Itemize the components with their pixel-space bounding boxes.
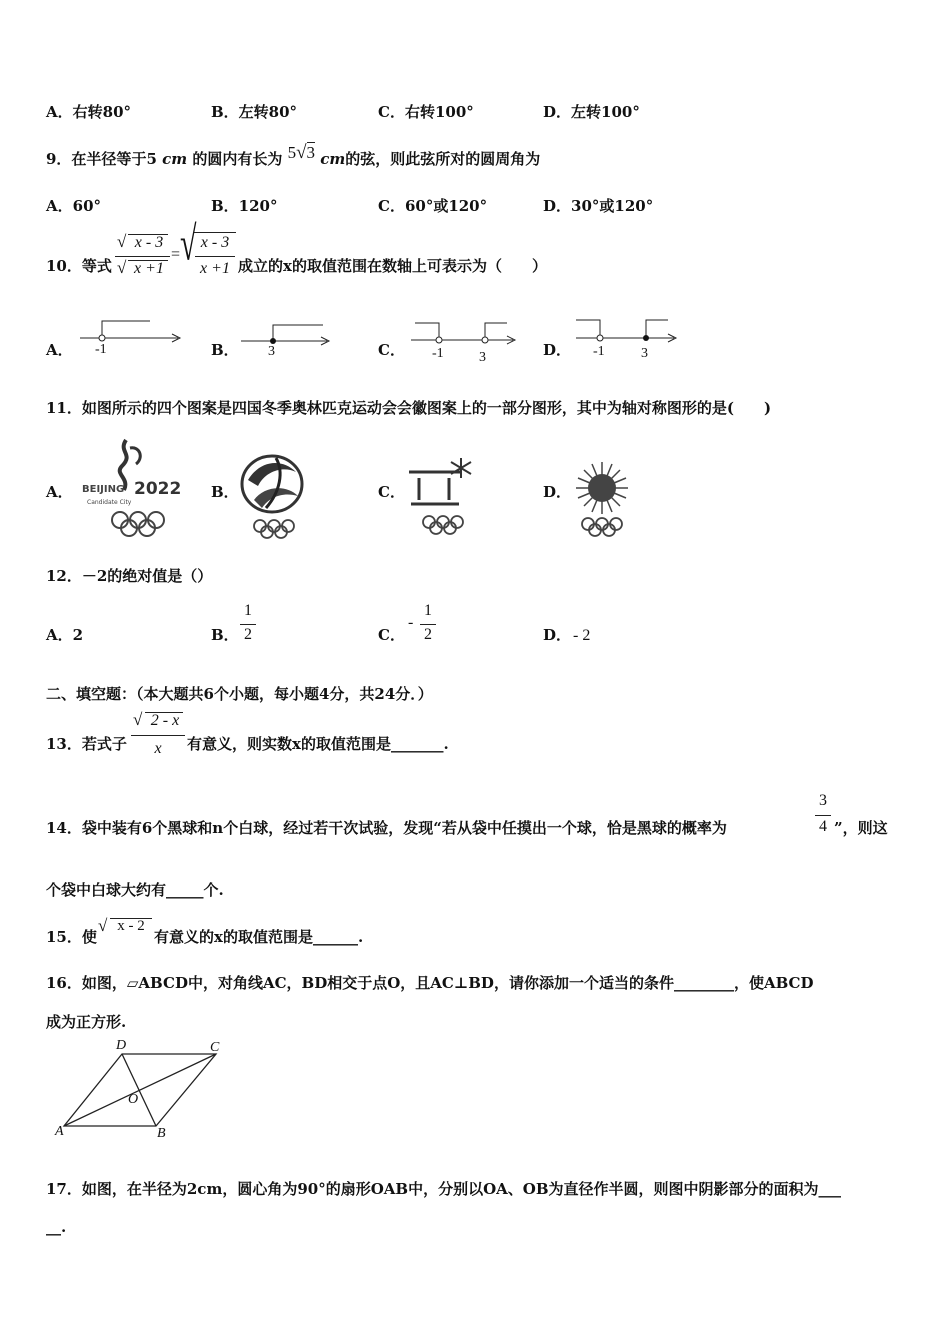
q10-b-tick: 3 <box>268 344 275 359</box>
q13-prefix: 13．若式子 <box>46 735 127 753</box>
q11-letter-b: B． <box>211 483 239 501</box>
q9-option-a: A．60° <box>46 197 102 215</box>
q12-c-sign: - <box>408 614 414 631</box>
snowflake-sun-logo <box>566 456 646 542</box>
q8-option-a: A．右转80° <box>46 103 132 121</box>
q10-c-tick-2: 3 <box>479 350 486 365</box>
q12-question: 12．－2的绝对值是（） <box>46 567 213 585</box>
q9-question: 9．在半径等于5 cm 的圆内有长为 5√3 cm的弦，则此弦所对的圆周角为 <box>46 142 541 168</box>
q9-option-c: C．60°或120° <box>378 197 488 215</box>
q10-d-tick-1: -1 <box>593 344 605 359</box>
q12-b-num: 1 <box>244 602 252 619</box>
point-d-label: D <box>116 1038 127 1053</box>
q12-d-value: - 2 <box>573 627 591 644</box>
q10-a-tick: -1 <box>95 342 107 357</box>
q12-option-d-letter: D． <box>543 626 572 644</box>
section-2-title: 二、填空题：（本大题共6个小题，每小题4分，共24分．） <box>46 685 433 703</box>
q10-suffix: 成立的x的取值范围在数轴上可表示为（ ） <box>238 257 547 275</box>
q10-option-a-letter: A． <box>46 341 73 359</box>
q12-c-num: 1 <box>424 602 432 619</box>
q13-num: 2 - x <box>150 712 180 729</box>
q10-option-c-letter: C． <box>378 341 405 359</box>
q10-d-tick-2: 3 <box>641 346 648 361</box>
point-c-label: C <box>210 1040 220 1055</box>
q8-option-c: C．右转100° <box>378 103 474 121</box>
q11-letter-a: A． <box>46 483 73 501</box>
q14-frac-num: 3 <box>819 792 827 809</box>
logo-a-sub: Candidate City <box>87 499 132 506</box>
q8-option-b: B．左转80° <box>211 103 298 121</box>
q15-radical: x - 2 <box>117 918 145 934</box>
q11-letter-c: C． <box>378 483 405 501</box>
q17-line2: __. <box>46 1218 67 1236</box>
q12-b-den: 2 <box>244 626 252 643</box>
q12-option-a: A．2 <box>46 626 84 644</box>
point-o-label: O <box>128 1092 139 1107</box>
q9-option-d: D．30°或120° <box>543 197 654 215</box>
q12-option-c-letter: C． <box>378 626 405 644</box>
q16-line1: 16．如图，▱ABCD中，对角线AC，BD相交于点O，且AC⊥BD，请你添加一个适当的条件________，使ABCD <box>46 974 814 992</box>
logo-a-year: 2022 <box>134 479 182 499</box>
q12-c-den: 2 <box>424 626 432 643</box>
q8-option-d: D．左转100° <box>543 103 640 121</box>
swirl-emblem-logo <box>236 450 316 542</box>
q15-suffix: 有意义的x的取值范围是______. <box>154 928 364 946</box>
q10-option-b-letter: B． <box>211 341 239 359</box>
q17-line1: 17．如图，在半径为2cm，圆心角为90°的扇形OAB中，分别以OA、OB为直径作半圆，则图中阴影部分的面积为___ <box>46 1180 842 1198</box>
q15-prefix: 15．使 <box>46 928 97 946</box>
q13-suffix: 有意义，则实数x的取值范围是_______. <box>187 735 449 753</box>
point-a-label: A <box>55 1124 64 1139</box>
q14-line1: 14．袋中装有6个黑球和n个白球，经过若干次试验，发现“若从袋中任摸出一个球，恰是黑球的概率为 <box>46 819 727 837</box>
q11-letter-d: D． <box>543 483 572 501</box>
q10-c-tick-1: -1 <box>432 346 444 361</box>
parallelogram-figure <box>52 1040 232 1140</box>
q10-option-d-letter: D． <box>543 341 572 359</box>
q14-line2: 个袋中白球大约有_____个. <box>46 881 224 899</box>
q10-option-d-numberline <box>570 314 685 348</box>
q10-option-a-numberline <box>70 316 190 356</box>
q10-prefix: 10．等式 <box>46 257 112 275</box>
q14-frac-den: 4 <box>819 818 827 835</box>
logo-a-text: BEIJING <box>82 484 125 495</box>
gate-star-logo <box>405 452 485 542</box>
q11-question: 11．如图所示的四个图案是四国冬季奥林匹克运动会会徽图案上的一部分图形，其中为轴对称图形的是( ) <box>46 399 772 417</box>
q10-option-c-numberline <box>405 318 520 352</box>
q13-den: x <box>154 740 162 757</box>
q10-option-b-numberline <box>235 321 335 355</box>
q12-option-b-letter: B． <box>211 626 239 644</box>
q9-option-b: B．120° <box>211 197 278 215</box>
point-b-label: B <box>157 1126 166 1141</box>
q14-tail: ”，则这 <box>834 819 888 837</box>
q16-line2: 成为正方形. <box>46 1013 127 1031</box>
